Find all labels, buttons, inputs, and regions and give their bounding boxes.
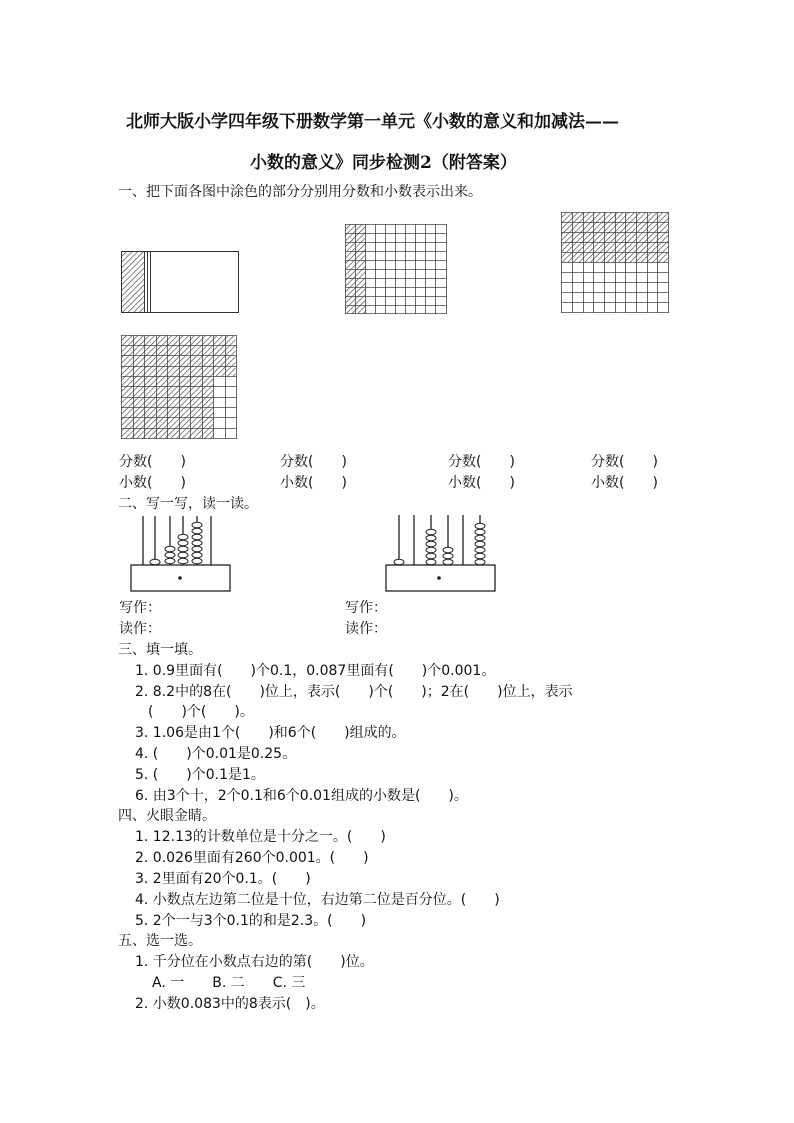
answer-1-fraction: 分数( ) [119,454,186,470]
section3-item-3: 3. 1.06是由1个( )和6个( )组成的。 [135,725,406,741]
section3-item-2: 2. 8.2中的8在( )位上，表示( )个( )；2在( )位上，表示 [135,684,573,700]
figure-4-hundred-grid [121,335,239,439]
section4-item-4: 4. 小数点左边第二位是十位，右边第二位是百分位。( ) [135,892,500,908]
section5-item-1: 1. 千分位在小数点右边的第( )位。 [135,954,374,970]
section4-item-2: 2. 0.026里面有260个0.001。( ) [135,850,369,866]
section3-item-6: 6. 由3个十，2个0.1和6个0.01组成的小数是( )。 [135,788,468,804]
page-title-line1: 北师大版小学四年级下册数学第一单元《小数的意义和加减法—— [126,112,619,132]
abacus-2-read-label: 读作： [345,621,387,637]
section2-heading: 二、写一写，读一读。 [118,496,258,512]
figure-1-tenths-strip [121,251,239,313]
section5-heading: 五、选一选。 [118,933,202,949]
section4-item-1: 1. 12.13的计数单位是十分之一。( ) [135,829,386,845]
section3-item-5: 5. ( )个0.1是1。 [135,767,265,783]
answer-3-fraction: 分数( ) [448,454,515,470]
section3-item-1: 1. 0.9里面有( )个0.1，0.087里面有( )个0.001。 [135,663,496,679]
answer-1-decimal: 小数( ) [119,475,186,491]
answer-4-fraction: 分数( ) [591,454,658,470]
section5-item-2: 2. 小数0.083中的8表示( )。 [135,996,325,1012]
section3-heading: 三、填一填。 [118,642,202,658]
page-title-line2: 小数的意义》同步检测2（附答案） [250,153,517,173]
abacus-2-write-label: 写作： [345,600,387,616]
section3-item-4: 4. ( )个0.01是0.25。 [135,746,297,762]
answer-2-decimal: 小数( ) [280,475,347,491]
abacus-1-read-label: 读作： [119,621,161,637]
section4-item-3: 3. 2里面有20个0.1。( ) [135,871,311,887]
section5-item-1-options: A. 一 B. 二 C. 三 [152,975,306,991]
answer-2-fraction: 分数( ) [280,454,347,470]
section1-heading: 一、把下面各图中涂色的部分分别用分数和小数表示出来。 [118,184,482,200]
answer-3-decimal: 小数( ) [448,475,515,491]
abacus-1 [130,513,232,593]
section4-item-5: 5. 2个一与3个0.1的和是2.3。( ) [135,913,367,929]
abacus-1-write-label: 写作： [119,600,161,616]
section4-heading: 四、火眼金睛。 [118,808,216,824]
section3-item-2-cont: ( )个( )。 [148,704,254,720]
figure-2-hundred-grid [345,224,447,314]
abacus-2 [385,512,497,593]
figure-3-hundred-grid [561,212,669,313]
answer-4-decimal: 小数( ) [591,475,658,491]
